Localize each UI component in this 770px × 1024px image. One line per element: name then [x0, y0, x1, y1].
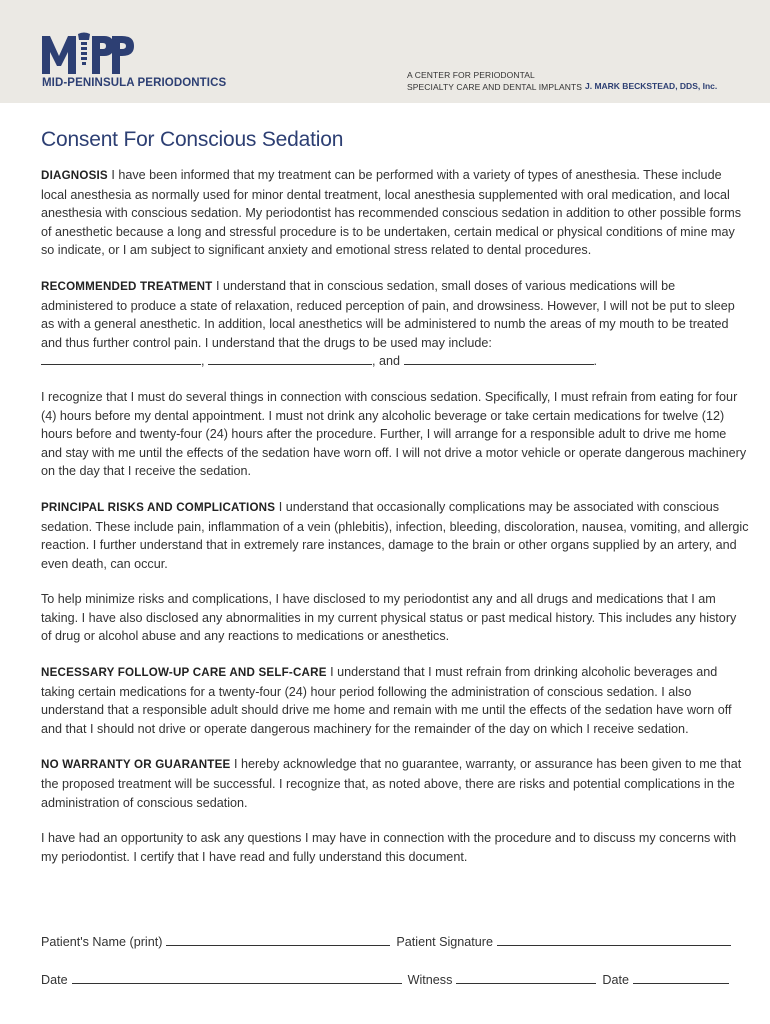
signature-row-2 — [41, 971, 753, 987]
follow-up-heading: NECESSARY FOLLOW-UP CARE AND SELF-CARE — [41, 666, 327, 680]
risks-heading: PRINCIPAL RISKS AND COMPLICATIONS — [41, 500, 276, 514]
closing-paragraph: I have had an opportunity to ask any questions I may have in connection with the procedure and to discuss my concerns with my periodontist. I certify that I have read and fully understand this document. — [41, 831, 737, 864]
form-title: Consent For Conscious Sedation — [41, 128, 344, 151]
warranty-heading: NO WARRANTY OR GUARANTEE — [41, 758, 231, 772]
warranty-paragraph — [41, 755, 749, 812]
witness-field[interactable] — [456, 971, 596, 984]
recognize-paragraph: I recognize that I must do several things in connection with conscious sedation. Specifically, I must refrain from eating for four (4) hours before my dental appointment. I must not drink any alcoholic beverage or take certain medications for twelve (12) hours before and twenty-four (24) hours after the procedure. Further, I will arrange for a responsible adult to drive me home and stay with me until the effects of the sedation have worn off. I will not drive a motor vehicle or operate dangerous machinery on the day that I receive the sedation. — [41, 389, 747, 479]
date-label: Date — [41, 973, 68, 987]
drug-end: . — [593, 354, 598, 369]
patient-signature-field[interactable] — [497, 933, 731, 946]
tagline-line-1: A CENTER FOR PERIODONTAL — [407, 70, 535, 80]
practice-tagline — [407, 69, 582, 93]
letterhead — [0, 0, 770, 103]
recommended-treatment-paragraph — [41, 277, 749, 371]
drug-2-field[interactable] — [208, 352, 372, 365]
tagline-line-2: SPECIALTY CARE AND DENTAL IMPLANTS — [407, 82, 583, 92]
drug-separator-1: , — [201, 354, 208, 369]
recommended-treatment-heading: RECOMMENDED TREATMENT — [41, 279, 213, 293]
drug-separator-2: , and — [372, 354, 404, 369]
date-field[interactable] — [72, 971, 402, 984]
practice-name: MID-PENINSULA PERIODONTICS — [42, 77, 227, 89]
patient-name-label: Patient's Name (print) — [41, 935, 163, 949]
warranty-text: I hereby acknowledge that no guarantee, warranty, or assurance has been given to me that the proposed treatment will be successful. I recognize that, as noted above, there are risks and potential complications in the administration of conscious sedation. — [41, 757, 742, 810]
diagnosis-heading: DIAGNOSIS — [41, 169, 108, 182]
follow-up-paragraph — [41, 663, 749, 738]
patient-name-field[interactable] — [166, 933, 390, 946]
diagnosis-text: I have been informed that my treatment can be performed with a variety of types of anesthesia. These include local anesthesia as normally used for minor dental treatment, local anesthesia supplemented with oral medication, and local anesthesia with conscious sedation. My periodontist has recommended conscious sedation in addition to other possible forms of anesthetic because a long and stressful procedure is to be undertaken, certain medical or physical conditions of mine may so indicate, or I am subject to significant anxiety and emotional stress related to dental procedures. — [41, 168, 742, 258]
recommended-treatment-text: I understand that in conscious sedation, small doses of various medications will be administered to produce a state of relaxation, reduced perception of pain, and drowsiness. However, I will not be put to sleep as with a general anesthetic. In addition, local anesthetics will be administered to numb the areas of my mouth to be treated and thus further control pain. I understand that the drugs to be used may include: — [41, 278, 735, 350]
doctor-name: J. MARK BECKSTEAD, DDS, Inc. — [585, 81, 718, 91]
drug-3-field[interactable] — [404, 352, 594, 365]
drug-1-field[interactable] — [41, 352, 201, 365]
minimize-risks-paragraph: To help minimize risks and complications, I have disclosed to my periodontist any and all drugs and medications that I am taking. I have also disclosed any abnormalities in my current physical status or past medical history. This includes any history of drug or alcohol abuse and any reactions to medications or anesthetics. — [41, 592, 737, 644]
witness-label: Witness — [407, 973, 453, 987]
signature-row-1 — [41, 933, 753, 949]
follow-up-text: I understand that I must refrain from drinking alcoholic beverages and taking certain medications for a twenty-four (24) hour period following the administration of conscious sedation. I also understand that a responsible adult should drive me home and remain with me until the effects of the sedation have worn off and that I should not drive or operate dangerous machinery for the remainder of the day on which I receive sedation. — [41, 665, 732, 736]
date-2-label: Date — [602, 973, 630, 987]
risks-paragraph — [41, 498, 749, 573]
mpp-logo-icon — [42, 32, 134, 74]
patient-signature-label: Patient Signature — [396, 935, 494, 949]
drug-blanks — [41, 354, 597, 368]
consent-form-body — [41, 128, 749, 883]
risks-text: I understand that occasionally complications may be associated with conscious sedation. These include pain, inflammation of a vein (phlebitis), infection, bleeding, discoloration, nausea, vomiting, and allergic reaction. I further understand that in extremely rare instances, damage to the brain or other organs supplied by an artery, and even death, can occur. — [41, 499, 749, 571]
date-2-field[interactable] — [633, 971, 729, 984]
diagnosis-paragraph — [41, 166, 749, 260]
